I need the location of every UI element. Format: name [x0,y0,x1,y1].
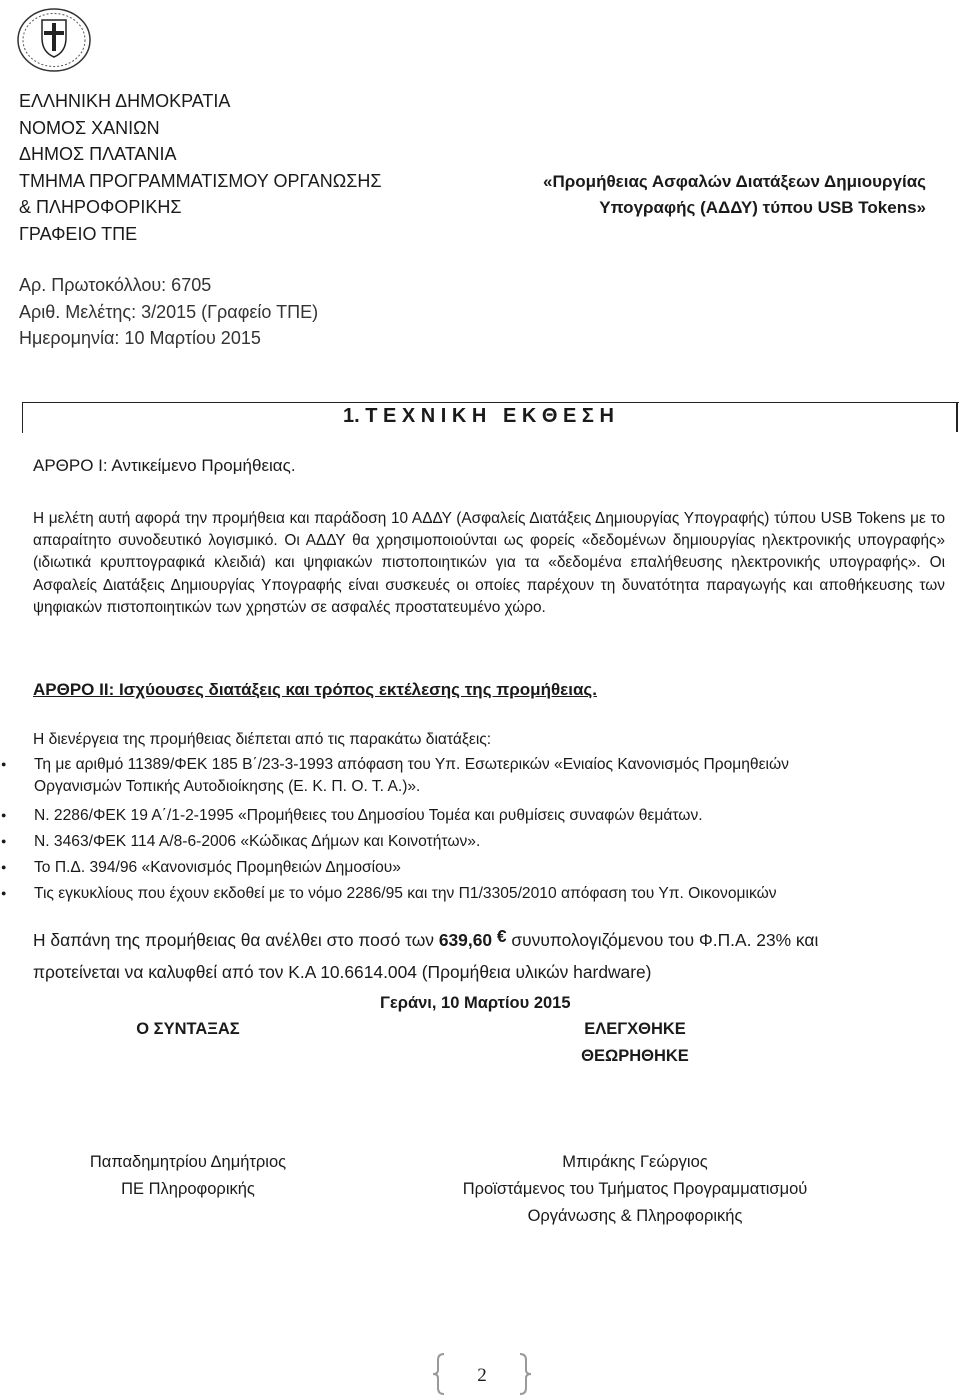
section-frame-right [956,402,958,432]
project-title-line: «Προμήθειας Ασφαλών Διατάξεων Δημιουργίας [543,172,926,191]
greek-emblem-logo [15,6,93,74]
place-date: Γεράνι, 10 Μαρτίου 2015 [380,994,571,1012]
author-name: Παπαδημητρίου Δημήτριος [89,1153,287,1171]
coat-of-arms-icon [15,6,93,74]
author-title: ΠΕ Πληροφορικής [121,1180,255,1198]
document-date: Ημερομηνία: 10 Μαρτίου 2015 [19,328,261,348]
cost-line2: προτείνεται να καλυφθεί από τον Κ.Α 10.6614.004 (Προμήθεια υλικών hardware) [33,962,652,982]
reviewer-department: Οργάνωσης & Πληροφορικής [527,1207,743,1225]
provisions-list [1,754,851,909]
protocol-number: Αρ. Πρωτοκόλλου: 6705 [19,275,212,295]
study-number: Αριθ. Μελέτης: 3/2015 (Γραφείο ΤΠΕ) [19,301,319,322]
list-item: ● Ν. 2286/ΦΕΚ 19 Α΄/1-2-1995 «Προμήθειες του Δημοσίου Τομέα και ρυθμίσεις συναφών θεμάτων. [1,805,851,831]
header-line: ΝΟΜΟΣ ΧΑΝΙΩΝ [19,117,160,138]
header-line: ΕΛΛΗΝΙΚΗ ΔΗΜΟΚΡΑΤΙΑ [19,91,231,111]
article1-heading: ΑΡΘΡΟ Ι: Αντικείμενο Προμήθειας. [33,456,296,475]
reviewer-title: Προϊστάμενος του Τμήματος Προγραμματισμού [462,1180,808,1198]
cost-amount: 639,60 [438,930,493,950]
cost-suffix: συνυπολογιζόμενου του Φ.Π.Α. 23% και [511,930,819,950]
cost-prefix: Η δαπάνη της προμήθειας θα ανέλθει στο ποσό των [33,930,434,950]
list-item: ● Ν. 3463/ΦΕΚ 114 Α/8-6-2006 «Κώδικας Δήμων και Κοινοτήτων». [1,831,851,857]
euro-sign: € [496,926,507,946]
header-line: ΓΡΑΦΕΙΟ ΤΠΕ [19,223,138,244]
header-line: ΤΜΗΜΑ ΠΡΟΓΡΑΜΜΑΤΙΣΜΟΥ ΟΡΓΑΝΩΣΗΣ [19,170,382,191]
project-title-line: Υπογραφής (ΑΔΔΥ) τύπου USB Tokens» [599,198,926,217]
cost-line [33,926,819,951]
article2-intro: Η διενέργεια της προμήθειας διέπεται από τις παρακάτω διατάξεις: [33,731,492,748]
document-meta [19,272,318,352]
page-number: 2 [477,1365,487,1386]
issuer-header [19,88,381,248]
article1-body: Η μελέτη αυτή αφορά την προμήθεια και παράδοση 10 ΑΔΔΥ (Ασφαλείς Διατάξεις Δημιουργίας Υπογραφής) τύπου USB Tokens με το απαραίτητο συνοδευτικό λογισμικό. Οι ΑΔΔΥ θα χρησιμοποιούνται ως φορείς «δεδομένων δημιουργίας ηλεκτρονικής υπογραφής» (ιδιωτικά κρυπτογραφικά κλειδιά) και ψηφιακών πιστοποιητικών για τα «δεδομένα επαλήθευσης ηλεκτρονικής υπογραφής». Οι Ασφαλείς Διατάξεις Δημιουργίας Υπογραφής είναι συσκευές οι οποίες παρέχουν τη δυνατότητα παραγωγής και αποθήκευσης των ψηφιακών πιστοποιητικών των χρηστών σε ασφαλές προστατευμένο χώρο. [33,510,945,616]
list-item: ● Το Π.Δ. 394/96 «Κανονισμός Προμηθειών Δημοσίου» [1,857,851,883]
section-title: 1. Τ Ε Χ Ν Ι Κ Η Ε Κ Θ Ε Σ Η [343,405,614,427]
project-title [543,169,926,221]
page-footer [430,1352,534,1396]
approved-role: ΘΕΩΡΗΘΗΚΕ [581,1047,689,1065]
author-role: Ο ΣΥΝΤΑΞΑΣ [136,1020,240,1038]
header-line: & ΠΛΗΡΟΦΟΡΙΚΗΣ [19,197,182,218]
list-item: ● Τη με αριθμό 11389/ΦΕΚ 185 Β΄/23-3-1993 απόφαση του Υπ. Εσωτερικών «Ενιαίος Κανονισμός Προμηθειών Οργανισμών Τοπικής Αυτοδιοίκησης (Ε. Κ. Π. Ο. Τ. Α.)». [1,754,851,797]
checked-role: ΕΛΕΓΧΘΗΚΕ [584,1020,686,1038]
reviewer-name: Μπιράκης Γεώργιος [562,1153,708,1171]
article2-heading: ΑΡΘΡΟ ΙΙ: Ισχύουσες διατάξεις και τρόπος εκτέλεσης της προμήθειας. [33,680,597,699]
header-line: ΔΗΜΟΣ ΠΛΑΤΑΝΙΑ [19,144,177,165]
list-item: ● Τις εγκυκλίους που έχουν εκδοθεί με το νόμο 2286/95 και την Π1/3305/2010 απόφαση του Υπ. Οικονομικών [1,883,954,909]
